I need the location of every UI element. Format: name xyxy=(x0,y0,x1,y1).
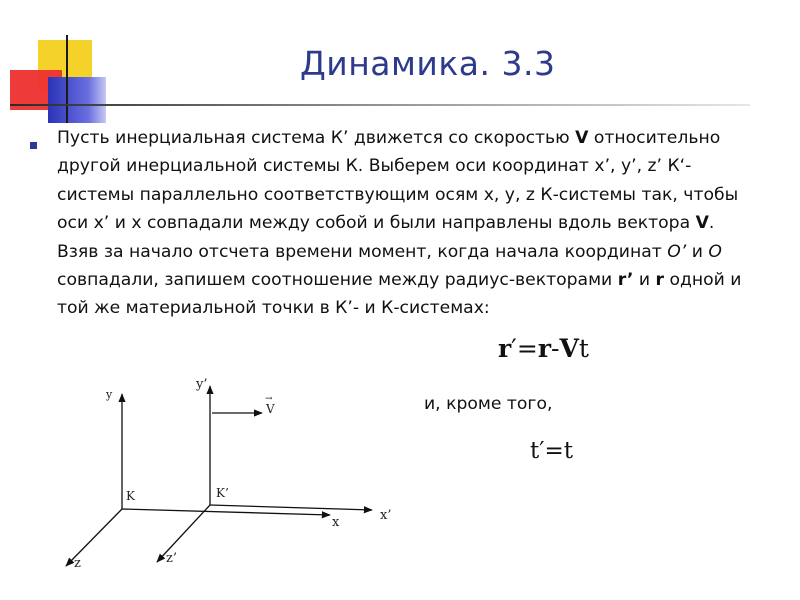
text-span: совпадали, запишем соотношение между радиус-векторами xyxy=(57,270,618,291)
label-x-prime: x’ xyxy=(380,508,392,523)
origin-o: O xyxy=(708,241,722,262)
label-x: x xyxy=(332,515,340,530)
formula-r-symbol: r xyxy=(537,334,551,363)
formula-prime: ′ xyxy=(511,334,517,363)
axis-x-prime xyxy=(210,505,372,510)
aside-text: и, кроме того, xyxy=(424,394,553,414)
origin-o-prime: O’ xyxy=(667,241,687,262)
text-span: и xyxy=(686,241,709,262)
text-span: относительно другой инерциальной системы К. Выберем оси координат x’, y’, z’ К‘-системы параллельно соответствующим осям x, y, z К-системы так, чтобы оси x’ и x совпадали между собой и были направлены вдоль вектора xyxy=(57,128,739,234)
label-y: y xyxy=(106,388,113,401)
text-span: одной и той же материальной точки в К’- и К-системах: xyxy=(57,270,742,319)
label-y-prime: y’ xyxy=(196,377,208,392)
label-v: V xyxy=(266,402,275,416)
axis-x xyxy=(122,509,330,515)
vector-v: V xyxy=(695,213,709,234)
text-span: и xyxy=(633,270,656,291)
text-span: Пусть инерциальная система К’ движется со скоростью xyxy=(57,128,576,148)
radius-vector-r-prime: r’ xyxy=(617,270,634,291)
text-span: . Взяв за начало отсчета времени момент, когда начала координат xyxy=(57,213,715,262)
formula-equals: = xyxy=(516,334,538,363)
radius-vector-r: r xyxy=(655,270,665,291)
vector-v: V xyxy=(575,128,589,148)
formula-time-equality: t′=t xyxy=(530,438,573,464)
formula-v-symbol: V xyxy=(559,334,579,363)
label-v-arrow-accent: → xyxy=(265,394,273,404)
label-k: K xyxy=(126,489,135,503)
formula-t-symbol: t xyxy=(578,334,589,363)
formula-r-prime-symbol: r xyxy=(498,334,512,363)
formula-minus: - xyxy=(550,334,560,363)
label-z-prime: z’ xyxy=(166,551,177,566)
label-k-prime: K’ xyxy=(216,486,229,500)
label-z: z xyxy=(74,556,81,571)
axis-z-prime xyxy=(157,505,210,562)
slide-title: Динамика. 3.3 xyxy=(300,44,556,83)
